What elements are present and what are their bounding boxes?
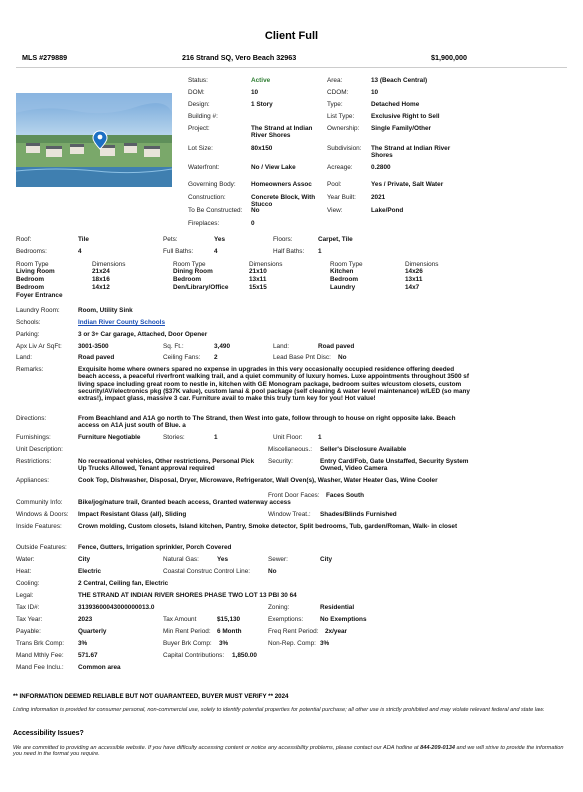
type-value: Detached Home: [371, 101, 420, 108]
list-type-label: List Type:: [327, 113, 355, 120]
ownership-label: Ownership:: [327, 125, 360, 132]
appliances-label: Appliances:: [16, 477, 50, 484]
half-baths-label: Half Baths:: [273, 248, 305, 255]
fireplaces-label: Fireplaces:: [188, 220, 220, 227]
to-be-constructed-label: To Be Constructed:: [188, 207, 243, 214]
year-built-label: Year Built:: [327, 194, 356, 201]
unit-desc-label: Unit Description:: [16, 446, 63, 453]
pool-label: Pool:: [327, 181, 342, 188]
type-label: Type:: [327, 101, 343, 108]
heat-value: Electric: [78, 568, 102, 575]
sewer-value: City: [320, 556, 333, 563]
listing-info: Listing information is provided for consumer personal, non-commercial use, solely to identify potential properties for potential purchase; all other use is strictly prohibited and may violate relevant federal and state law.: [13, 707, 545, 713]
fireplaces-value: 0: [251, 220, 255, 227]
trans-brk-value: 3%: [78, 640, 88, 647]
room-type: Bedroom: [16, 276, 45, 283]
disclaimer: ** INFORMATION DEEMED RELIABLE BUT NOT GUARANTEED, BUYER MUST VERIFY ** 2024: [13, 693, 289, 700]
capital-value: 1,850.00: [232, 652, 257, 659]
view-value: Lake/Pond: [371, 207, 404, 214]
rooms-header-type-2: Room Type: [173, 261, 206, 268]
windows-value: Impact Resistant Glass (all), Sliding: [78, 511, 187, 518]
accessibility-text: [13, 745, 566, 758]
security-label: Security:: [268, 458, 293, 465]
unit-floor-label: Unit Floor:: [273, 434, 303, 441]
community-label: Community Info:: [16, 499, 63, 506]
water-value: City: [78, 556, 91, 563]
rooms-header-dim-1: Dimensions: [92, 261, 126, 268]
mand-fee-value: 571.67: [78, 652, 98, 659]
restrictions-value: No recreational vehicles, Other restrictions, Personal Pick Up Trucks Allowed, Tenant approval required: [78, 458, 255, 473]
list-type-value: Exclusive Right to Sell: [371, 113, 440, 120]
land-label-2: Land:: [273, 343, 289, 350]
payable-label: Payable:: [16, 628, 41, 635]
laundry-label: Laundry Room:: [16, 307, 60, 314]
appliances-value: Cook Top, Dishwasher, Disposal, Dryer, Microwave, Refrigerator, Wall Oven(s), Washer, Water Heater Gas, Wine Cooler: [78, 477, 438, 484]
full-baths-label: Full Baths:: [163, 248, 194, 255]
room-dim: 15x15: [249, 284, 267, 291]
rooms-header-dim-3: Dimensions: [405, 261, 439, 268]
full-baths-value: 4: [214, 248, 218, 255]
land-label: Land:: [16, 354, 32, 361]
ada-hotline[interactable]: 844-209-0134: [420, 745, 455, 751]
community-value: Bike/jog/nature trail, Granted beach access, Granted waterway access: [78, 499, 291, 506]
sqft-value: 3,490: [214, 343, 230, 350]
governing-label: Governing Body:: [188, 181, 236, 188]
natural-gas-value: Yes: [217, 556, 229, 563]
furnishings-label: Furnishings:: [16, 434, 51, 441]
area-label: Area:: [327, 77, 343, 84]
tax-year-label: Tax Year:: [16, 616, 43, 623]
front-door-value: Faces South: [326, 492, 364, 499]
cooling-value: 2 Central, Ceiling fan, Electric: [78, 580, 169, 587]
exemptions-label: Exemptions:: [268, 616, 304, 623]
accessibility-text-a: We are committed to providing an accessible website. If you have difficulty accessing content or notice any accessibility problems, please contact our ADA hotline at: [13, 745, 421, 751]
furnishings-value: Furniture Negotiable: [78, 434, 141, 441]
min-rent-label: Min Rent Period:: [163, 628, 211, 635]
area-value: 13 (Beach Central): [371, 77, 428, 84]
design-value: 1 Story: [251, 101, 273, 108]
heat-label: Heat:: [16, 568, 32, 575]
cdom-value: 10: [371, 89, 379, 96]
room-type: Bedroom: [330, 276, 359, 283]
zoning-value: Residential: [320, 604, 355, 611]
stories-value: 1: [214, 434, 218, 441]
room-dim: 14x26: [405, 268, 423, 275]
room-type: Living Room: [16, 268, 55, 275]
construction-label: Construction:: [188, 194, 226, 201]
window-treat-label: Window Treat.:: [268, 511, 311, 518]
room-type: Bedroom: [16, 284, 45, 291]
roof-value: Tile: [78, 236, 89, 243]
pets-label: Pets:: [163, 236, 178, 243]
outside-value: Fence, Gutters, Irrigation sprinkler, Porch Covered: [78, 544, 232, 551]
waterfront-value: No / View Lake: [251, 164, 296, 171]
lot-size-value: 80x150: [251, 145, 273, 152]
tax-amount-value: $15,130: [217, 616, 241, 623]
bedrooms-value: 4: [78, 248, 82, 255]
room-type: Bedroom: [173, 276, 202, 283]
acreage-value: 0.2800: [371, 164, 391, 171]
unit-floor-value: 1: [318, 434, 322, 441]
room-dim: 21x10: [249, 268, 267, 275]
property-address: 216 Strand SQ, Vero Beach 32963: [182, 53, 297, 62]
sewer-label: Sewer:: [268, 556, 288, 563]
ceiling-fans-value: 2: [214, 354, 218, 361]
room-type: Kitchen: [330, 268, 354, 275]
capital-label: Capital Contributions:: [163, 652, 225, 659]
coastal-label: Coastal Construc Control Line:: [163, 568, 251, 575]
buyer-brk-value: 3%: [219, 640, 229, 647]
project-label: Project:: [188, 125, 210, 132]
tax-id-label: Tax ID#:: [16, 604, 40, 611]
rooms-header-type-3: Room Type: [330, 261, 363, 268]
room-dim: 18x16: [92, 276, 110, 283]
mls-number: MLS #279889: [22, 53, 68, 62]
ceiling-fans-label: Ceiling Fans:: [163, 354, 201, 361]
non-rep-label: Non-Rep. Comp:: [268, 640, 316, 647]
tax-id-value: 31393600043000000013.0: [78, 604, 155, 611]
floors-label: Floors:: [273, 236, 293, 243]
min-rent-value: 6 Month: [217, 628, 242, 635]
list-price: $1,900,000: [431, 53, 467, 62]
year-built-value: 2021: [371, 194, 386, 201]
room-dim: 13x11: [405, 276, 423, 283]
mand-incl-label: Mand Fee Inclu.:: [16, 664, 64, 671]
dom-value: 10: [251, 89, 259, 96]
governing-value: Homeowners Assoc: [251, 181, 312, 188]
half-baths-value: 1: [318, 248, 322, 255]
mand-fee-label: Mand Mthly Fee:: [16, 652, 64, 659]
restrictions-label: Restrictions:: [16, 458, 52, 465]
apx-sqft-value: 3001-3500: [78, 343, 109, 350]
schools-label: Schools:: [16, 319, 41, 326]
land-value: Road paved: [78, 354, 115, 361]
bedrooms-label: Bedrooms:: [16, 248, 47, 255]
payable-value: Quarterly: [78, 628, 107, 635]
building-label: Building #:: [188, 113, 218, 120]
sqft-label: Sq. Ft.:: [163, 343, 184, 350]
rooms-header-type-1: Room Type: [16, 261, 49, 268]
directions-value: From Beachland and A1A go north to The Strand, then West into gate, follow through to house on right opposite lake. Beach access on A1A just south of Blue. a: [78, 415, 456, 430]
outside-label: Outside Features:: [16, 544, 67, 551]
property-photo[interactable]: [16, 93, 172, 187]
freq-rent-label: Freq Rent Period:: [268, 628, 319, 635]
room-type: Dining Room: [173, 268, 213, 275]
lot-size-label: Lot Size:: [188, 145, 213, 152]
non-rep-value: 3%: [320, 640, 330, 647]
rooms-header-dim-2: Dimensions: [249, 261, 283, 268]
stories-label: Stories:: [163, 434, 185, 441]
view-label: View:: [327, 207, 343, 214]
project-value: The Strand at Indian River Shores: [251, 125, 313, 140]
freq-rent-value: 2x/year: [325, 628, 348, 635]
subdivision-label: Subdivision:: [327, 145, 362, 152]
header-divider: [16, 67, 567, 68]
mand-incl-value: Common area: [78, 664, 121, 671]
room-type: Foyer Entrance: [16, 292, 63, 299]
map-pin-icon: [95, 134, 96, 135]
roof-label: Roof:: [16, 236, 32, 243]
design-label: Design:: [188, 101, 210, 108]
room-dim: 13x11: [249, 276, 267, 283]
zoning-label: Zoning:: [268, 604, 290, 611]
room-dim: 14x12: [92, 284, 110, 291]
room-type: Laundry: [330, 284, 356, 291]
misc-value: Seller's Disclosure Available: [320, 446, 407, 453]
windows-label: Windows & Doors:: [16, 511, 69, 518]
coastal-value: No: [268, 568, 277, 575]
directions-label: Directions:: [16, 415, 47, 422]
ownership-value: Single Family/Other: [371, 125, 432, 132]
status-value: Active: [251, 77, 271, 84]
schools-link[interactable]: Indian River County Schools: [78, 319, 165, 326]
land-value-2: Road paved: [318, 343, 355, 350]
buyer-brk-label: Buyer Brk Comp:: [163, 640, 212, 647]
page-title: Client Full: [264, 30, 319, 42]
misc-label: Miscellaneous.:: [268, 446, 313, 453]
tax-year-value: 2023: [78, 616, 93, 623]
tax-amount-label: Tax Amount: [163, 616, 197, 623]
inside-label: Inside Features:: [16, 523, 62, 530]
room-type: Den/Library/Office: [173, 284, 229, 291]
natural-gas-label: Natural Gas:: [163, 556, 199, 563]
apx-sqft-label: Apx Liv Ar SqFt:: [16, 343, 62, 350]
accessibility-title: Accessibility Issues?: [13, 730, 84, 737]
waterfront-label: Waterfront:: [188, 164, 220, 171]
front-door-label: Front Door Faces:: [268, 492, 320, 499]
cdom-label: CDOM:: [327, 89, 349, 96]
remarks-value: Exquisite home where owners spared no expense in upgrades in this very occasionally occupied residence offering deeded beach access, a peaceful riverfront walking trail, and a quiet community of luxury homes. Luxe appointments throughout 3500 sf living space including great room to nestle in, kitchen with GE Monogram package, bedroom suites w/custom closets, custom security/AV/electronics pkg ($37K value), custom lanai & pool package (self cleaning & water level maintenance) w/LED (so many extras!), impact glass, massive 3 car. Furniture avail to make this truly turn key for you! Hot value!: [78, 366, 470, 403]
cooling-label: Cooling:: [16, 580, 40, 587]
laundry-value: Room, Utility Sink: [78, 307, 133, 314]
dom-label: DOM:: [188, 89, 205, 96]
legal-value: THE STRAND AT INDIAN RIVER SHORES PHASE TWO LOT 13 PBI 30 64: [78, 592, 297, 599]
water-label: Water:: [16, 556, 35, 563]
lead-base-value: No: [338, 354, 347, 361]
pool-value: Yes / Private, Salt Water: [371, 181, 444, 188]
status-label: Status:: [188, 77, 208, 84]
accessibility-text-b: and we will strive to provide the information you need in the format you require.: [13, 745, 564, 758]
room-dim: 14x7: [405, 284, 420, 291]
to-be-constructed-value: No: [251, 207, 260, 214]
legal-label: Legal:: [16, 592, 34, 599]
exemptions-value: No Exemptions: [320, 616, 367, 623]
inside-value: Crown molding, Custom closets, Island kitchen, Pantry, Smoke detector, Split bedrooms, Tub, garden/Roman, Walk- in closet: [78, 523, 458, 530]
construction-value: Concrete Block, With Stucco: [251, 194, 316, 209]
acreage-label: Acreage:: [327, 164, 353, 171]
lead-base-label: Lead Base Pnt Disc:: [273, 354, 331, 361]
subdivision-value: The Strand at Indian River Shores: [371, 145, 451, 160]
trans-brk-label: Trans Brk Comp:: [16, 640, 65, 647]
security-value: Entry Card/Fob, Gate Unstaffed, Security System Owned, Video Camera: [320, 458, 469, 473]
parking-label: Parking:: [16, 331, 40, 338]
window-treat-value: Shades/Blinds Furnished: [320, 511, 397, 518]
parking-value: 3 or 3+ Car garage, Attached, Door Opener: [78, 331, 208, 338]
remarks-label: Remarks:: [16, 366, 44, 373]
room-dim: 21x24: [92, 268, 110, 275]
pets-value: Yes: [214, 236, 226, 243]
floors-value: Carpet, Tile: [318, 236, 353, 243]
